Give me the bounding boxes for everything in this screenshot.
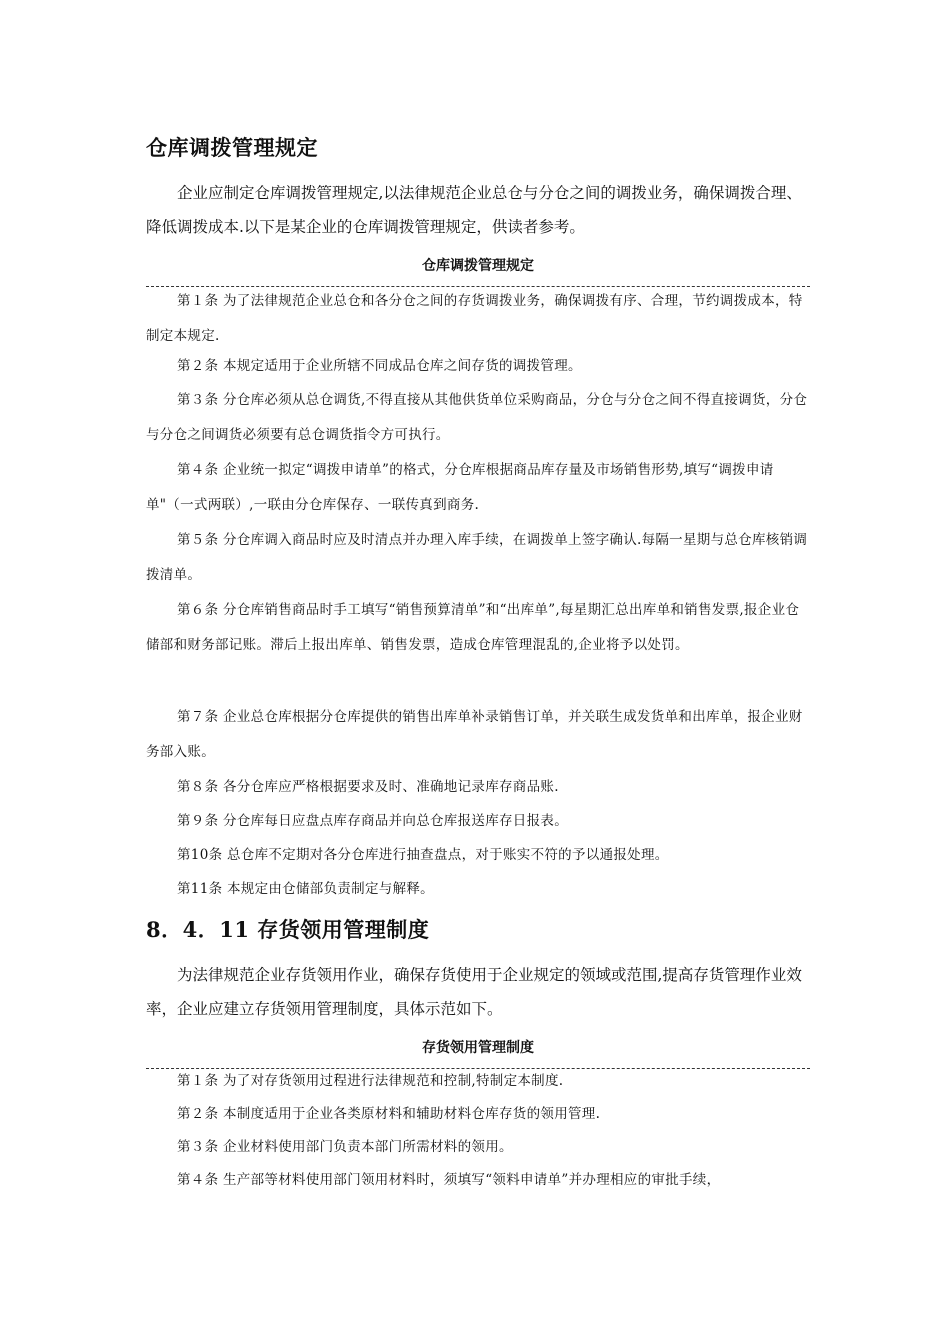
article-paragraph: 第２条 本规定适用于企业所辖不同成品仓库之间存货的调拨管理。 [177, 358, 582, 374]
article-paragraph: 第10条 总仓库不定期对各分仓库进行抽查盘点，对于账实不符的予以通报处理。 [177, 847, 669, 863]
article-paragraph: 第３条 分仓库必须从总仓调货,不得直接从其他供货单位采购商品，分仓与分仓之间不得直接调货，分仓与分仓之间调货必须要有总仓调货指令方可执行。 [146, 392, 808, 443]
article-paragraph: 第５条 分仓库调入商品时应及时清点并办理入库手续，在调拨单上签字确认.每隔一星期与总仓库核销调拨清单。 [146, 532, 808, 583]
box-title: 仓库调拨管理规定 [422, 258, 534, 274]
box-title: 存货领用管理制度 [422, 1040, 534, 1056]
section-heading: 8．4．11 存货领用管理制度 [146, 917, 430, 942]
intro-paragraph: 企业应制定仓库调拨管理规定,以法律规范企业总仓与分仓之间的调拨业务，确保调拨合理、降低调拨成本.以下是某企业的仓库调拨管理规定，供读者参考。 [146, 184, 802, 236]
article-paragraph: 第４条 企业统一拟定“调拨申请单”的格式，分仓库根据商品库存量及市场销售形势,填写“调拨申请单"（一式两联）,一联由分仓库保存、一联传真到商务. [146, 462, 774, 513]
article-paragraph: 第３条 企业材料使用部门负责本部门所需材料的领用。 [177, 1139, 513, 1155]
article-paragraph: 第７条 企业总仓库根据分仓库提供的销售出库单补录销售订单，并关联生成发货单和出库单，报企业财务部入账。 [146, 709, 803, 760]
article-paragraph: 第６条 分仓库销售商品时手工填写“销售预算清单”和“出库单”,每星期汇总出库单和销售发票,报企业仓储部和财务部记账。滞后上报出库单、销售发票，造成仓库管理混乱的,企业将予以处罚。 [146, 602, 800, 653]
article-paragraph: 第11条 本规定由仓储部负责制定与解释。 [177, 881, 434, 897]
intro-paragraph: 为法律规范企业存货领用作业，确保存货使用于企业规定的领域或范围,提高存货管理作业效率，企业应建立存货领用管理制度，具体示范如下。 [146, 966, 802, 1018]
article-paragraph: 第２条 本制度适用于企业各类原材料和辅助材料仓库存货的领用管理. [177, 1106, 601, 1122]
article-paragraph: 第８条 各分仓库应严格根据要求及时、准确地记录库存商品账. [177, 779, 559, 795]
article-paragraph: 第１条 为了对存货领用过程进行法律规范和控制,特制定本制度. [177, 1073, 564, 1089]
section-heading: 仓库调拨管理规定 [146, 136, 318, 160]
article-paragraph: 第４条 生产部等材料使用部门领用材料时，须填写“领料申请单”并办理相应的审批手续， [177, 1172, 721, 1188]
article-paragraph: 第１条 为了法律规范企业总仓和各分仓之间的存货调拨业务，确保调拨有序、合理，节约调拨成本，特制定本规定. [146, 293, 803, 344]
article-paragraph: 第９条 分仓库每日应盘点库存商品并向总仓库报送库存日报表。 [177, 813, 568, 829]
